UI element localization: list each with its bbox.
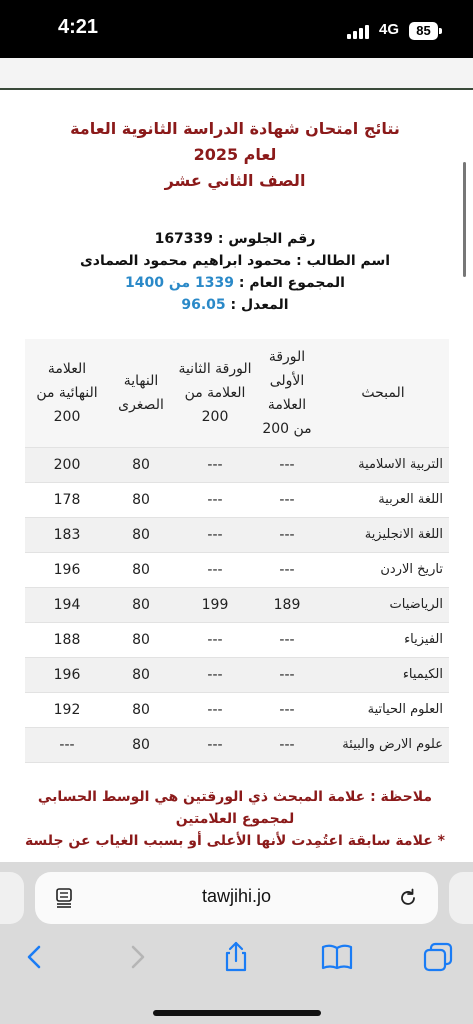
student-name-line <box>25 250 445 272</box>
scroll-indicator[interactable] <box>463 162 466 277</box>
cell-paper-1: --- <box>257 517 317 552</box>
cell-paper-2: --- <box>173 552 257 587</box>
cell-paper-2: --- <box>173 517 257 552</box>
cell-subject: علوم الارض والبيئة <box>317 727 449 762</box>
cell-paper-1: --- <box>257 692 317 727</box>
heading-line-1: نتائج امتحان شهادة الدراسة الثانوية العامة <box>70 119 400 138</box>
browser-toolbar <box>0 862 473 1024</box>
table-row <box>25 727 449 762</box>
student-name-value: محمود ابراهيم محمود الصمادى <box>79 253 292 269</box>
battery-icon: 85 <box>409 22 438 40</box>
cell-paper-1: --- <box>257 727 317 762</box>
cell-subject: الرياضيات <box>317 587 449 622</box>
back-icon[interactable] <box>18 940 52 974</box>
cell-final-mark: --- <box>25 727 109 762</box>
cell-subject: اللغة الانجليزية <box>317 517 449 552</box>
average-label: المعدل : <box>225 297 289 313</box>
home-indicator[interactable] <box>153 1010 321 1016</box>
status-bar <box>0 0 473 58</box>
previous-tab-peek[interactable] <box>0 872 24 924</box>
cell-min-mark: 80 <box>109 727 173 762</box>
table-row <box>25 622 449 657</box>
cellular-signal-icon <box>347 25 373 39</box>
cell-final-mark: 183 <box>25 517 109 552</box>
bookmarks-icon[interactable] <box>320 940 354 974</box>
cell-final-mark: 188 <box>25 622 109 657</box>
table-row <box>25 447 449 482</box>
cell-final-mark: 196 <box>25 552 109 587</box>
cell-paper-1: --- <box>257 447 317 482</box>
table-row <box>25 552 449 587</box>
cell-min-mark: 80 <box>109 482 173 517</box>
header-min-mark: النهاية الصغرى <box>109 339 173 447</box>
header-final-mark: العلامة النهائية من 200 <box>25 339 109 447</box>
table-row <box>25 517 449 552</box>
table-row <box>25 692 449 727</box>
battery-tip <box>439 28 442 34</box>
cell-subject: العلوم الحياتية <box>317 692 449 727</box>
seat-number-label: رقم الجلوس : <box>213 231 316 247</box>
cell-min-mark: 80 <box>109 552 173 587</box>
table-row <box>25 482 449 517</box>
share-icon[interactable] <box>219 940 253 974</box>
header-subject: المبحث <box>317 339 449 447</box>
table-row <box>25 657 449 692</box>
note-line-2: * علامة سابقة اعتُمِدت لأنها الأعلى أو بسبب الغياب عن جلسة <box>25 833 445 849</box>
cell-paper-1: --- <box>257 482 317 517</box>
cell-paper-2: --- <box>173 622 257 657</box>
status-time: 4:21 <box>58 16 99 38</box>
total-line <box>25 272 445 294</box>
cell-min-mark: 80 <box>109 622 173 657</box>
cell-paper-2: --- <box>173 727 257 762</box>
forward-icon[interactable] <box>120 940 154 974</box>
cell-paper-1: --- <box>257 657 317 692</box>
student-info <box>25 228 445 316</box>
table-row <box>25 587 449 622</box>
seat-number-value: 167339 <box>154 231 214 247</box>
total-value: 1339 من 1400 <box>125 275 234 291</box>
cell-subject: التربية الاسلامية <box>317 447 449 482</box>
cell-paper-2: --- <box>173 657 257 692</box>
table-header-row <box>25 339 449 447</box>
cell-paper-1: --- <box>257 622 317 657</box>
cell-subject: الكيمياء <box>317 657 449 692</box>
cell-min-mark: 80 <box>109 657 173 692</box>
cell-paper-2: --- <box>173 447 257 482</box>
cell-final-mark: 200 <box>25 447 109 482</box>
cell-final-mark: 194 <box>25 587 109 622</box>
reload-icon[interactable] <box>397 887 419 909</box>
cell-final-mark: 196 <box>25 657 109 692</box>
notes-section <box>25 786 445 852</box>
note-line-1: ملاحظة : علامة المبحث ذي الورقتين هي الوسط الحسابي لمجموع العلامتين <box>37 789 433 827</box>
cell-subject: الفيزياء <box>317 622 449 657</box>
header-paper-1: الورقة الأولى العلامة من 200 <box>257 339 317 447</box>
cell-min-mark: 80 <box>109 587 173 622</box>
cell-paper-1: 189 <box>257 587 317 622</box>
student-name-label: اسم الطالب : <box>291 253 391 269</box>
cell-paper-1: --- <box>257 552 317 587</box>
cell-paper-2: 199 <box>173 587 257 622</box>
heading-line-2: لعام 2025 <box>193 145 277 164</box>
cell-min-mark: 80 <box>109 447 173 482</box>
results-heading <box>25 116 445 194</box>
page-top-strip <box>0 58 473 90</box>
seat-number-line <box>25 228 445 250</box>
tabs-icon[interactable] <box>421 940 455 974</box>
total-label: المجموع العام : <box>233 275 345 291</box>
web-content[interactable] <box>0 92 473 862</box>
header-paper-2: الورقة الثانية العلامة من 200 <box>173 339 257 447</box>
cell-paper-2: --- <box>173 482 257 517</box>
heading-line-3: الصف الثاني عشر <box>164 171 306 190</box>
results-table <box>25 339 449 763</box>
cell-final-mark: 178 <box>25 482 109 517</box>
cell-min-mark: 80 <box>109 517 173 552</box>
address-bar[interactable] <box>35 872 438 924</box>
cell-subject: اللغة العربية <box>317 482 449 517</box>
average-line <box>25 294 445 316</box>
cell-paper-2: --- <box>173 692 257 727</box>
average-value: 96.05 <box>181 297 226 313</box>
cell-subject: تاريخ الاردن <box>317 552 449 587</box>
cell-final-mark: 192 <box>25 692 109 727</box>
next-tab-peek[interactable] <box>449 872 473 924</box>
url-text[interactable]: tawjihi.jo <box>201 886 272 906</box>
cell-min-mark: 80 <box>109 692 173 727</box>
network-type: 4G <box>379 21 400 38</box>
